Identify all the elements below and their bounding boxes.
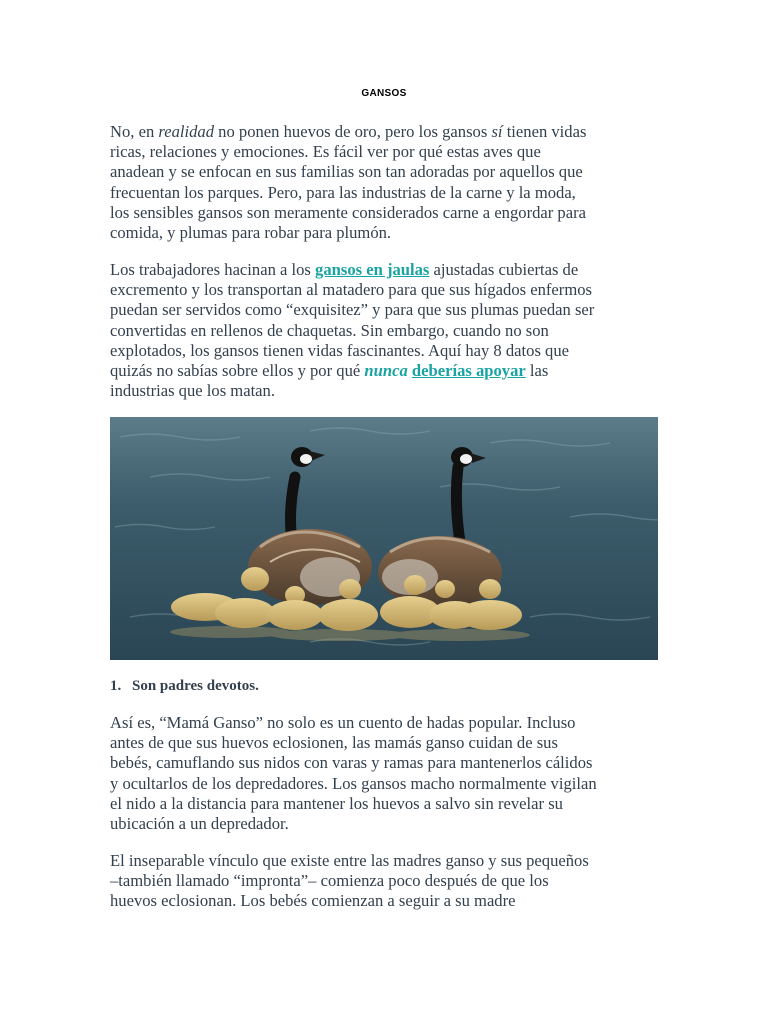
text-line: convertidas en rellenos de chaquetas. Sin embargo, cuando no son xyxy=(110,320,549,340)
text-line: excremento y los transportan al matadero para que sus hígados enfermos xyxy=(110,280,592,300)
section-heading-text: Son padres devotos. xyxy=(132,678,259,694)
text-line: comida, y plumas para robar para plumón. xyxy=(110,223,392,243)
text-line: los sensibles gansos son meramente considerados carne a engordar para xyxy=(110,202,586,222)
text-line: El inseparable vínculo que existe entre las madres ganso y sus pequeños xyxy=(110,851,589,870)
text-line: anadean y se enfocan en sus familias son tan adoradas por aquellos que xyxy=(110,162,583,182)
text-line: –también llamado “impronta”– comienza poco después de que los xyxy=(110,871,549,891)
text-line: bebés, camuflando sus nidos con varas y ramas para mantenerlos cálidos xyxy=(110,753,593,773)
text-line: puedan ser servidos como “exquisitez” y para que sus plumas puedan ser xyxy=(110,300,595,320)
italic-word: sí xyxy=(491,122,503,141)
text-line: huevos eclosionan. Los bebés comienzan a seguir a su madre xyxy=(110,891,516,911)
paragraph-impronta xyxy=(110,851,666,912)
paragraph-mama-ganso xyxy=(110,713,666,834)
text-line: antes de que sus huevos eclosionen, las mamás ganso cuidan de sus xyxy=(110,733,558,753)
geese-photo xyxy=(110,417,658,660)
text-line: No, en realidad no ponen huevos de oro, pero los gansos sí tienen vidas xyxy=(110,122,587,141)
link-deberias-apoyar[interactable]: deberías apoyar xyxy=(411,361,526,381)
text-line: y ocultarlos de los depredadores. Los gansos macho normalmente vigilan xyxy=(110,773,597,793)
section-heading-1 xyxy=(110,678,259,695)
text-line: frecuentan los parques. Pero, para las industrias de la carne y la moda, xyxy=(110,182,576,202)
link-gansos-en-jaulas[interactable]: gansos en jaulas xyxy=(315,260,430,279)
geese-photo-illustration xyxy=(110,417,658,660)
paragraph-intro xyxy=(110,122,666,243)
list-number: 1. xyxy=(110,678,122,694)
text-line: ubicación a un depredador. xyxy=(110,814,289,834)
text-line: ricas, relaciones y emociones. Es fácil ver por qué estas aves que xyxy=(110,142,541,162)
text-line: quizás no sabías sobre ellos y por qué nunca deberías apoyar las xyxy=(110,361,549,381)
emphasis-word: nunca xyxy=(364,361,408,381)
text-line: el nido a la distancia para mantener los huevos a salvo sin revelar su xyxy=(110,793,563,813)
text-line: Así es, “Mamá Ganso” no solo es un cuento de hadas popular. Incluso xyxy=(110,713,576,732)
text-line: Los trabajadores hacinan a los gansos en jaulas ajustadas cubiertas de xyxy=(110,260,579,279)
text-line: industrias que los matan. xyxy=(110,381,275,401)
document-title: GANSOS xyxy=(361,88,407,99)
text-line: explotados, los gansos tienen vidas fascinantes. Aquí hay 8 datos que xyxy=(110,340,570,360)
paragraph-industries xyxy=(110,260,666,401)
italic-word: realidad xyxy=(158,122,215,141)
